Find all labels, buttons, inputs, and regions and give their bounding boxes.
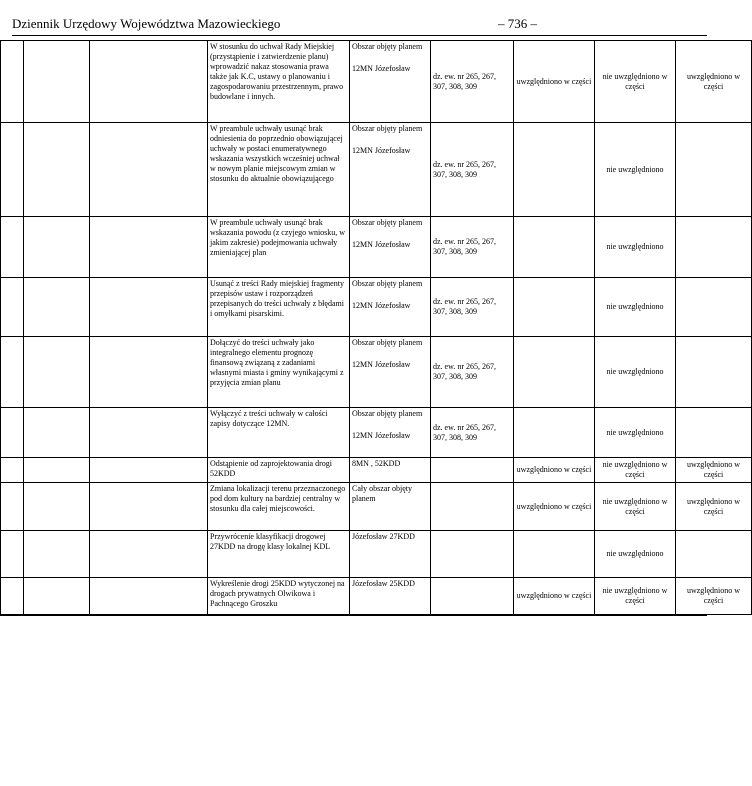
decision-extra-cell [676,278,752,337]
lp-cell [1,578,24,615]
decision-extra-cell: uwzględniono w części [676,483,752,531]
submitter-cell [24,578,90,615]
blank-cell [90,458,208,483]
area-cell [350,578,431,615]
decision-mayor-cell: uwzględniono w części [514,483,595,531]
area-cell [350,531,431,578]
area-text: Cały obszar objęty planem [352,484,412,503]
table-row [1,483,752,531]
submitter-cell [24,278,90,337]
decision-extra-cell [676,337,752,408]
decision-council-cell: nie uwzględniono [595,217,676,278]
request-cell: Wyłączyć z treści uchwały w całości zapisy dotyczące 12MN. [208,408,350,458]
lp-cell [1,408,24,458]
plots-cell [431,458,514,483]
decision-mayor-cell: uwzględniono w części [514,458,595,483]
lp-cell [1,41,24,123]
decision-mayor-cell [514,531,595,578]
table-row [1,337,752,408]
area-spacer [352,504,428,516]
request-cell: W preambule uchwały usunąć brak wskazania powodu (z czyjego wniosku, w jakim zakresie) podejmowania uchwały zmieniającej plan [208,217,350,278]
area-text: Józefosław 27KDD [352,532,415,541]
blank-cell [90,278,208,337]
area-cell [350,41,431,123]
area-cell [350,123,431,217]
decision-extra-cell: uwzględniono w części [676,41,752,123]
submitter-cell [24,531,90,578]
lp-cell [1,217,24,278]
request-cell: Zmiana lokalizacji terenu przeznaczonego pod dom kultury na bardziej centralny w stosunku dla całej miejscowości. [208,483,350,531]
decision-mayor-cell [514,408,595,458]
decision-mayor-cell: uwzględniono w części [514,41,595,123]
submitter-cell [24,408,90,458]
area-text: Obszar objęty planem [352,409,423,418]
area-cell [350,458,431,483]
zone-text: 12MN Józefosław [352,240,411,249]
table-row [1,408,752,458]
area-text: Obszar objęty planem [352,218,423,227]
decision-extra-cell [676,123,752,217]
lp-cell [1,278,24,337]
lp-cell [1,458,24,483]
area-cell [350,483,431,531]
blank-cell [90,578,208,615]
plots-cell [431,531,514,578]
blank-cell [90,217,208,278]
submitter-cell [24,483,90,531]
decision-mayor-cell [514,123,595,217]
area-text: 8MN , 52KDD [352,459,401,468]
submitter-cell [24,458,90,483]
table-row [1,458,752,483]
plots-cell: dz. ew. nr 265, 267, 307, 308, 309 [431,41,514,123]
blank-cell [90,123,208,217]
decision-council-cell: nie uwzględniono [595,531,676,578]
decision-council-cell: nie uwzględniono [595,123,676,217]
area-cell [350,278,431,337]
request-cell: W preambule uchwały usunąć brak odniesienia do poprzednio obowiązującej uchwały w postaci enumeratywnego wskazania wszystkich wcześniej uchwał w nowym planie miejscowym zmian w stosunku do aktualnie obowiązującego [208,123,350,217]
plots-cell: dz. ew. nr 265, 267, 307, 308, 309 [431,217,514,278]
area-spacer [352,469,428,481]
decision-council-cell: nie uwzględniono [595,278,676,337]
decision-mayor-cell [514,337,595,408]
journal-title: Dziennik Urzędowy Województwa Mazowieckiego [12,16,281,31]
decision-council-cell: nie uwzględniono w części [595,578,676,615]
page-number: – 736 – [498,16,537,31]
blank-cell [90,337,208,408]
area-cell [350,217,431,278]
blank-cell [90,531,208,578]
decision-council-cell: nie uwzględniono w części [595,483,676,531]
request-cell: Przywrócenie klasyfikacji drogowej 27KDD na drogę klasy lokalnej KDL [208,531,350,578]
area-spacer [352,419,428,431]
decision-mayor-cell [514,278,595,337]
decision-council-cell: nie uwzględniono [595,408,676,458]
decision-extra-cell [676,217,752,278]
plots-cell [431,483,514,531]
request-cell: Odstąpienie od zaprojektowania drogi 52KDD [208,458,350,483]
area-cell [350,408,431,458]
blank-cell [90,408,208,458]
area-text: Obszar objęty planem [352,42,423,51]
table-row [1,278,752,337]
area-text: Józefosław 25KDD [352,579,415,588]
submitter-cell [24,123,90,217]
header-rule [12,35,707,36]
decision-extra-cell: uwzględniono w części [676,578,752,615]
area-spacer [352,289,428,301]
decision-extra-cell [676,408,752,458]
area-text: Obszar objęty planem [352,124,423,133]
area-spacer [352,228,428,240]
decision-council-cell: nie uwzględniono w części [595,41,676,123]
plots-cell: dz. ew. nr 265, 267, 307, 308, 309 [431,123,514,217]
comments-table [0,40,752,615]
decision-council-cell: nie uwzględniono [595,337,676,408]
lp-cell [1,123,24,217]
decision-council-cell: nie uwzględniono w części [595,458,676,483]
blank-cell [90,483,208,531]
zone-text: 12MN Józefosław [352,431,411,440]
zone-text: 12MN Józefosław [352,301,411,310]
request-cell: Usunąć z treści Rady miejskiej fragmenty przepisów ustaw i rozporządzeń przepisanych do treści uchwały z błędami i omyłkami pisarskimi. [208,278,350,337]
area-spacer [352,134,428,146]
area-spacer [352,542,428,554]
lp-cell [1,483,24,531]
table-bottom-rule [0,614,707,616]
plots-cell: dz. ew. nr 265, 267, 307, 308, 309 [431,408,514,458]
submitter-cell [24,337,90,408]
decision-extra-cell: uwzględniono w części [676,458,752,483]
area-text: Obszar objęty planem [352,338,423,347]
zone-text: 12MN Józefosław [352,146,411,155]
lp-cell [1,531,24,578]
submitter-cell [24,41,90,123]
submitter-cell [24,217,90,278]
area-text: Obszar objęty planem [352,279,423,288]
zone-text: 12MN Józefosław [352,64,411,73]
area-spacer [352,589,428,601]
blank-cell [90,41,208,123]
decision-mayor-cell [514,217,595,278]
decision-mayor-cell: uwzględniono w części [514,578,595,615]
area-cell [350,337,431,408]
decision-extra-cell [676,531,752,578]
area-spacer [352,348,428,360]
table-row [1,578,752,615]
table-row [1,531,752,578]
request-cell: W stosunku do uchwał Rady Miejskiej (przystąpienie i zatwierdzenie planu) wprowadzić nakaz stosowania prawa także jak K.C, ustawy o planowaniu i zagospodarowaniu przestrzennym, prawo budowlane i innych. [208,41,350,123]
plots-cell [431,578,514,615]
request-cell: Dołączyć do treści uchwały jako integralnego elementu prognozę finansową związaną z zadaniami własnymi miasta i gminy wynikającymi z przyjęcia zmian planu [208,337,350,408]
table-row [1,41,752,123]
zone-text: 12MN Józefosław [352,360,411,369]
plots-cell: dz. ew. nr 265, 267, 307, 308, 309 [431,278,514,337]
table-row [1,123,752,217]
plots-cell: dz. ew. nr 265, 267, 307, 308, 309 [431,337,514,408]
table-row [1,217,752,278]
request-cell: Wykreślenie drogi 25KDD wytyczonej na drogach prywatnych Olwikowa i Pachnącego Groszku [208,578,350,615]
area-spacer [352,52,428,64]
lp-cell [1,337,24,408]
